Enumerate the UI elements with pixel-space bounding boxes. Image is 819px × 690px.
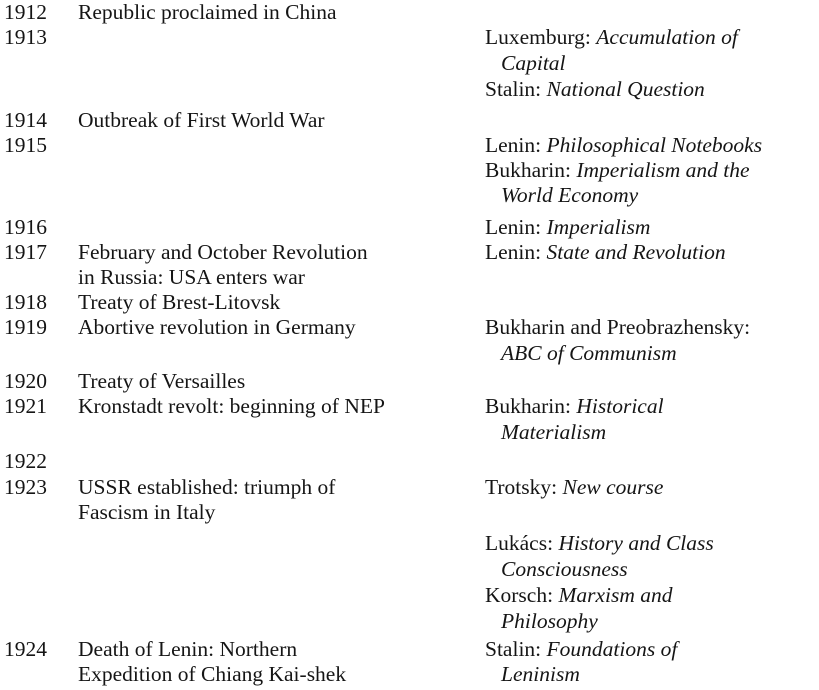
event-1919: Abortive revolution in Germany (78, 315, 356, 339)
event-1920: Treaty of Versailles (78, 369, 246, 393)
work-title: ABC of Communism (501, 341, 677, 365)
event-1923-line2: Fascism in Italy (78, 500, 216, 524)
work-title: Imperialism and the (576, 158, 750, 182)
event-1917-line2: in Russia: USA enters war (78, 265, 305, 289)
work-lenin-state (485, 240, 726, 265)
work-luxemburg-cont (501, 51, 566, 76)
work-title: State and Revolution (546, 240, 726, 264)
work-title: Marxism and (558, 583, 673, 607)
work-title: Capital (501, 51, 566, 75)
work-title: World Economy (501, 183, 639, 207)
year-1915: 1915 (4, 133, 47, 157)
work-bukharin-preobrazhensky-cont (501, 341, 677, 366)
work-title: Imperialism (546, 215, 651, 239)
event-1917-line1: February and October Revolution (78, 240, 368, 264)
work-stalin-foundations-cont (501, 662, 580, 687)
work-stalin-foundations (485, 637, 677, 662)
year-1921: 1921 (4, 394, 47, 418)
work-author: Luxemburg: (485, 25, 597, 49)
work-bukharin-historical-cont (501, 420, 606, 445)
work-korsch (485, 583, 673, 608)
work-author: Lenin: (485, 133, 547, 157)
work-trotsky (485, 475, 663, 500)
work-lukacs (485, 531, 714, 556)
year-1912: 1912 (4, 0, 47, 24)
work-author: Lenin: (485, 240, 547, 264)
year-1922: 1922 (4, 449, 47, 473)
work-lukacs-cont (501, 557, 628, 582)
work-title: Philosophical Notebooks (546, 133, 763, 157)
work-title: Consciousness (501, 557, 628, 581)
work-title: National Question (546, 77, 705, 101)
work-author: Trotsky: (485, 475, 563, 499)
work-lenin-imperialism (485, 215, 650, 240)
year-1924: 1924 (4, 637, 47, 661)
year-1914: 1914 (4, 108, 47, 132)
event-1921: Kronstadt revolt: beginning of NEP (78, 394, 385, 418)
work-luxemburg (485, 25, 738, 50)
work-author: Stalin: (485, 77, 547, 101)
work-title: Historical (576, 394, 664, 418)
year-1923: 1923 (4, 475, 47, 499)
work-bukharin-historical (485, 394, 664, 419)
work-author: Lenin: (485, 215, 547, 239)
event-1914: Outbreak of First World War (78, 108, 325, 132)
year-1918: 1918 (4, 290, 47, 314)
work-bukharin-preobrazhensky (485, 315, 750, 340)
work-bukharin-imperialism-cont (501, 183, 638, 208)
work-author: Stalin: (485, 637, 547, 661)
work-title: Philosophy (501, 609, 598, 633)
event-1924-line2: Expedition of Chiang Kai-shek (78, 662, 347, 686)
work-title: Accumulation of (596, 25, 738, 49)
year-1913: 1913 (4, 25, 47, 49)
event-1918: Treaty of Brest-Litovsk (78, 290, 281, 314)
work-author: Bukharin: (485, 394, 577, 418)
work-author: Bukharin: (485, 158, 577, 182)
work-bukharin-imperialism (485, 158, 750, 183)
work-title: Foundations of (546, 637, 678, 661)
work-title: New course (562, 475, 664, 499)
year-1920: 1920 (4, 369, 47, 393)
work-author: Bukharin and Preobrazhensky: (485, 315, 751, 339)
work-title: History and Class (558, 531, 714, 555)
year-1916: 1916 (4, 215, 47, 239)
work-title: Materialism (501, 420, 607, 444)
event-1923-line1: USSR established: triumph of (78, 475, 336, 499)
work-title: Leninism (501, 662, 580, 686)
event-1912: Republic proclaimed in China (78, 0, 337, 24)
year-1917: 1917 (4, 240, 47, 264)
event-1924-line1: Death of Lenin: Northern (78, 637, 298, 661)
work-author: Korsch: (485, 583, 559, 607)
year-1919: 1919 (4, 315, 47, 339)
work-lenin-notebooks (485, 133, 762, 158)
work-author: Lukács: (485, 531, 559, 555)
work-stalin-national (485, 77, 705, 102)
work-korsch-cont (501, 609, 598, 634)
